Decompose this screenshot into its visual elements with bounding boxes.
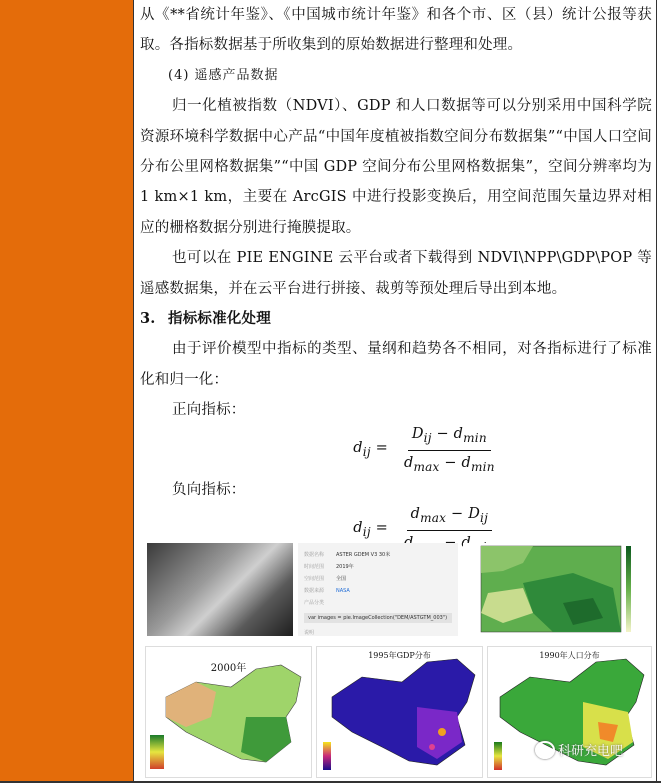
paragraph-pie-engine: 也可以在 PIE ENGINE 云平台或者下载得到 NDVI\NPP\GDP\POP 等遥感数据集，并在云平台进行拼接、裁剪等预处理后导出到本地。 [140, 250, 652, 297]
wechat-icon [535, 741, 555, 759]
panel-row-time: 时间范围 2019年 [304, 564, 354, 570]
elevation-map-svg [463, 543, 647, 640]
paragraph-standardize: 由于评价模型中指标的类型、量纲和趋势各不相同，对各指标进行了标准化和归一化： [140, 341, 652, 388]
document-body [140, 0, 652, 555]
formula-positive [200, 425, 652, 475]
negative-label: 负向指标： [172, 482, 246, 499]
table-divider [133, 0, 134, 783]
paragraph-source: 从《**省统计年鉴》、《中国城市统计年鉴》和各个市、区（县）统计公报等获取。各指标数据基于所收集到的原始数据进行整理和处理。 [140, 7, 652, 54]
map-gdp [316, 646, 483, 778]
map-gdp-title: 1995年GDP分布 [368, 651, 431, 660]
dataset-info-panel [298, 543, 458, 636]
numerator-positive: $D_{ij} - d_{min}$ [408, 424, 491, 451]
panel-row-source: 数据来源 NASA [304, 588, 350, 594]
dem-grayscale-image [147, 543, 293, 636]
formula-lhs: $d_{ij}$ = [353, 440, 388, 460]
heading-number: 3. [140, 310, 156, 328]
orange-sidebar [0, 0, 133, 783]
watermark-text: 科研充电吧 [558, 744, 624, 759]
map-gdp-svg [317, 647, 482, 777]
map-2000-title: 2000年 [210, 663, 247, 674]
panel-note: 说明 [304, 630, 315, 636]
map-2000 [145, 646, 312, 778]
watermark [535, 740, 623, 759]
fraction-positive [400, 424, 499, 477]
subheading-remote-sensing: (4) 遥感产品数据 [168, 67, 279, 83]
section-heading [140, 304, 652, 334]
paragraph-ndvi: 归一化植被指数（NDVI）、GDP 和人口数据等可以分别采用中国科学院资源环境科学数据中心产品“中国年度植被指数空间分布数据集”“中国人口空间分布公里网格数据集”“中国 GDP 空间分布公里网格数据集”，空间分辨率均为 1 km×1 km，主要在 ArcGIS 中进行投影变换后，用空间范围矢量边界对相应的栅格数据分别进行掩膜提取。 [140, 98, 652, 236]
map-pop-title: 1990年人口分布 [539, 651, 600, 660]
heading-text: 指标标准化处理 [168, 310, 271, 328]
elevation-map-figure [463, 543, 647, 640]
panel-row-extent: 空间范围 全国 [304, 576, 347, 582]
table-right-border [656, 0, 657, 783]
formula-lhs-2: $d_{ij}$ = [353, 520, 388, 540]
denominator-positive: $d_{max} - d_{min}$ [403, 454, 495, 474]
panel-code-snippet: var images = pie.ImageCollection("DEM/ASTGTM_003") [304, 613, 452, 623]
panel-row-category: 产品分类 [304, 600, 325, 606]
panel-row-name: 数据名称 ASTER GDEM V3 30米 [304, 552, 391, 558]
numerator-negative: $d_{max} - D_{ij}$ [407, 504, 492, 531]
positive-label: 正向指标： [172, 402, 246, 419]
